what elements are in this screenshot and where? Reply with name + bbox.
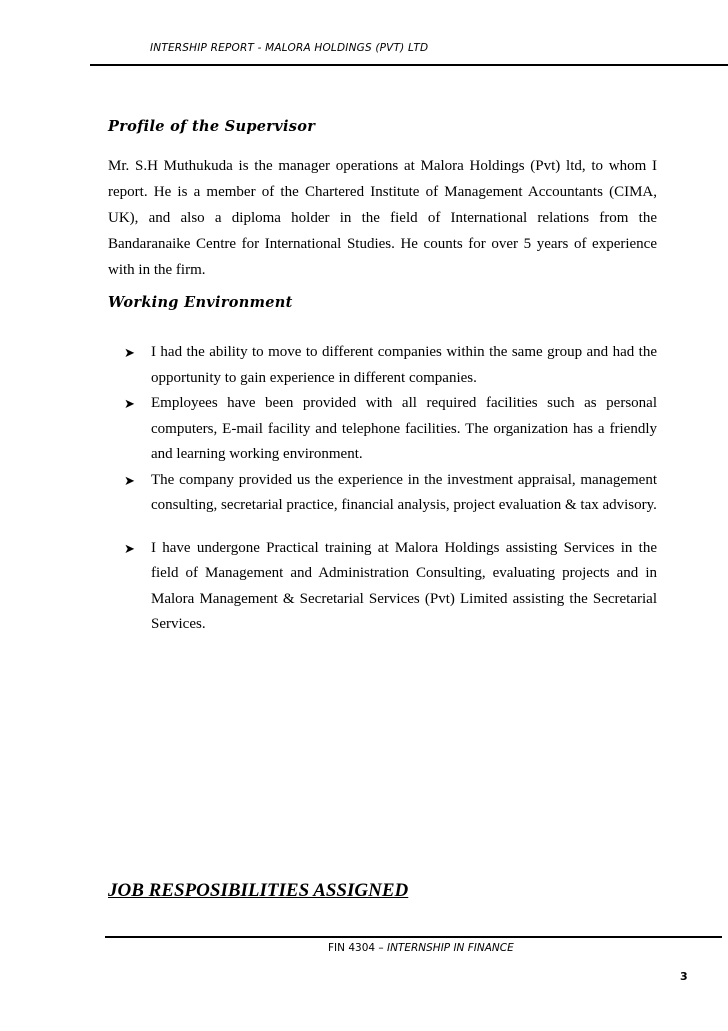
list-item (124, 468, 657, 519)
page-number: 3 (680, 970, 688, 983)
environment-heading: Working Environment (108, 294, 293, 311)
arrow-bullet-icon: ➤ (124, 540, 135, 556)
footer-text (328, 942, 514, 954)
bullet-text: I had the ability to move to different companies within the same group and had the opportunity to gain experience in different companies. (151, 344, 657, 386)
arrow-bullet-icon: ➤ (124, 472, 135, 488)
supervisor-paragraph: Mr. S.H Muthukuda is the manager operations at Malora Holdings (Pvt) ltd, to whom I report. He is a member of the Chartered Institute of Management Accountants (CIMA, UK), and also a diploma holder in the field of International relations from the Bandaranaike Centre for International Studies. He counts for over 5 years of experience with in the firm. (108, 158, 657, 278)
list-item (124, 340, 657, 391)
header-title: INTERSHIP REPORT - MALORA HOLDINGS (PVT) LTD (150, 42, 429, 54)
bullet-text: Employees have been provided with all required facilities such as personal computers, E-mail facility and telephone facilities. The organization has a friendly and learning working environment. (151, 395, 657, 462)
supervisor-heading: Profile of the Supervisor (108, 118, 316, 135)
footer-course: INTERNSHIP IN FINANCE (386, 942, 514, 954)
footer-rule (105, 936, 722, 938)
header-rule (90, 64, 728, 66)
arrow-bullet-icon: ➤ (124, 345, 135, 360)
bullet-text: I have undergone Practical training at Malora Holdings assisting Services in the field of Management and Administration Consulting, evaluating projects and in Malora Management & Secretarial Services (Pvt) Limited assisting the Secretarial Services. (151, 539, 657, 632)
list-item (124, 536, 657, 638)
footer-code: FIN 4304 – (328, 942, 384, 954)
environment-bullet-list (124, 340, 657, 638)
job-heading: JOB RESPOSIBILITIES ASSIGNED (108, 880, 409, 901)
bullet-text: The company provided us the experience in the investment appraisal, management consulting, secretarial practice, financial analysis, project evaluation & tax advisory. (151, 471, 657, 513)
list-item (124, 391, 657, 468)
arrow-bullet-icon: ➤ (124, 396, 135, 411)
